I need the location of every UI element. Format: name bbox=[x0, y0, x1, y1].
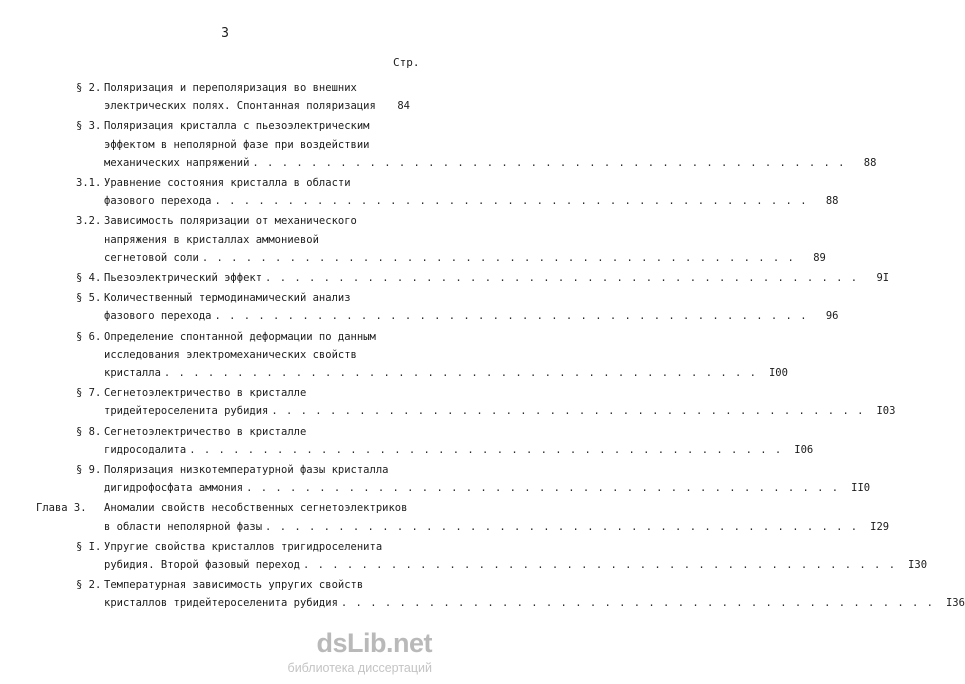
toc-entry-page: 96 bbox=[825, 310, 839, 323]
toc-entry-page: I00 bbox=[768, 367, 788, 380]
toc-entry-title-line: Зависимость поляризации от механического bbox=[104, 215, 357, 228]
toc-entry-page: I06 bbox=[794, 443, 814, 456]
leader-dots: . . . . . . . . . . . . . . . . . . . . . . . . . . . . . . . . . . . . . . . . . bbox=[189, 443, 783, 456]
toc-entry bbox=[0, 117, 877, 172]
toc-entry bbox=[0, 384, 896, 420]
toc-entry-title-line: дигидрофосфата аммония bbox=[104, 482, 244, 495]
leader-dots: . . . . . . . . . . . . . . . . . . . . . . . . . . . . . . . . . . . . . . . . . bbox=[271, 405, 865, 418]
toc-entry-title-line: Упругие свойства кристаллов тригидроселенита bbox=[104, 540, 383, 553]
leader-dots: . . . . . . . . . . . . . . . . . . . . . . . . . . . . . . . . . . . . . . . . . bbox=[201, 251, 795, 264]
toc-entry-title-line: в области неполярной фазы bbox=[104, 520, 263, 533]
toc-entry bbox=[0, 269, 890, 287]
toc-entry-title-line: исследования электромеханических свойств bbox=[104, 348, 357, 361]
toc-entry bbox=[0, 423, 814, 459]
toc-entry-number: § 2. bbox=[76, 579, 102, 592]
toc-entry-title-line: фазового перехода bbox=[104, 195, 212, 208]
toc-entry bbox=[0, 79, 450, 115]
toc-entry-number: § 3. bbox=[76, 120, 102, 133]
toc-entry-title-line: Сегнетоэлектричество в кристалле bbox=[104, 387, 307, 400]
toc-entry-title-line: сегнетовой соли bbox=[104, 251, 199, 264]
toc-entry-title-line: Количественный термодинамический анализ bbox=[104, 292, 351, 305]
toc-entry-page: II0 bbox=[851, 482, 871, 495]
toc-entry-title-line: Уравнение состояния кристалла в области bbox=[104, 177, 351, 190]
toc-entry-title-line: Поляризация низкотемпературной фазы кристалла bbox=[104, 464, 389, 477]
leader-dots: . . . . . . . . . . . . . . . . . . . . . . . . . . . . . . . . . . . . . . . . . bbox=[246, 482, 840, 495]
leader-dots: . . . . . . . . . . . . . . . . . . . . . . . . . . . . . . . . . . . . . . . . . bbox=[214, 195, 808, 208]
toc-entry-number: § 2. bbox=[76, 82, 102, 94]
column-header-pages: Стр. bbox=[393, 56, 420, 69]
toc-entry-title-line: гидросодалита bbox=[104, 443, 187, 456]
watermark-subtitle: библиотека диссертаций bbox=[287, 661, 432, 675]
toc-entry-page: I30 bbox=[908, 559, 928, 572]
toc-entry bbox=[0, 538, 928, 574]
toc-entry-number: Глава 3. bbox=[36, 502, 87, 515]
toc-entry-number: § 9. bbox=[76, 464, 102, 477]
toc-entry-title-line: механических напряжений bbox=[104, 156, 250, 169]
toc-entry bbox=[0, 289, 839, 325]
toc-entry-number: § 4. bbox=[76, 272, 102, 285]
toc-entry-title-line: тридейтероселенита рубидия bbox=[104, 405, 269, 418]
toc-entry-page: 89 bbox=[813, 251, 826, 264]
leader-dots: . . . . . . . . . . . . . . . . . . . . . . . . . . . . . . . . . . . . . . . . . bbox=[265, 520, 859, 533]
toc-entry-page: 88 bbox=[863, 156, 877, 169]
toc-entry-number: 3.1. bbox=[76, 177, 102, 190]
toc-entry-title-line: Поляризация и переполяризация во внешних bbox=[104, 82, 357, 94]
toc-entry-number: § 5. bbox=[76, 292, 102, 305]
leader-dots: . . . . . . . . . . . . . . . . . . . . . . . . . . . . . . . . . . . . . . . . . bbox=[265, 272, 859, 285]
page-number: 3 bbox=[221, 26, 229, 41]
toc-entry-title-line: Определение спонтанной деформации по данным bbox=[104, 330, 376, 343]
toc-entry-page: 88 bbox=[825, 195, 839, 208]
watermark bbox=[242, 628, 432, 678]
toc-entry bbox=[0, 461, 871, 497]
leader-dots: . . . . . . . . . . . . . . . . . . . . . . . . . . . . . . . . . . . . . . . . . bbox=[302, 559, 897, 572]
toc-entry-page: 9I bbox=[876, 272, 890, 285]
toc-entry-number: § I. bbox=[76, 540, 102, 553]
toc-entry-page: I03 bbox=[876, 405, 896, 418]
toc-entry-title-line: электрических полях. Спонтанная поляризация bbox=[104, 100, 376, 113]
toc-entry-title-line: напряжения в кристаллах аммониевой bbox=[104, 233, 319, 246]
toc-entry-number: § 7. bbox=[76, 387, 102, 400]
leader-dots: . . . . . . . . . . . . . . . . . . . . . . . . . . . . . . . . . . . . . . . . . bbox=[340, 597, 934, 610]
toc-entry-title-line: эффектом в неполярной фазе при воздействии bbox=[104, 138, 370, 151]
toc-entry bbox=[0, 174, 839, 210]
toc-entry-number: § 8. bbox=[76, 425, 102, 438]
table-of-contents bbox=[0, 79, 965, 615]
leader-dots: . . . . . . . . . . . . . . . . . . . . . . . . . . . . . . . . . . . . . . . . . bbox=[163, 367, 757, 380]
toc-entry-number: § 6. bbox=[76, 330, 102, 343]
toc-entry-page: I29 bbox=[870, 520, 890, 533]
toc-entry-title-line: Поляризация кристалла с пьезоэлектрическим bbox=[104, 120, 370, 133]
watermark-logo: dsLib.net bbox=[316, 628, 432, 658]
toc-entry-title-line: Сегнетоэлектричество в кристалле bbox=[104, 425, 307, 438]
toc-entry-title-line: Аномалии свойств несобственных сегнетоэлектриков bbox=[104, 502, 408, 515]
toc-entry-title-line: Температурная зависимость упругих свойств bbox=[104, 579, 364, 592]
toc-entry bbox=[0, 499, 890, 535]
toc-entry-title-line: кристалла bbox=[104, 367, 161, 380]
leader-dots: . . . . . . . . . . . . . . . . . . . . . . . . . . . . . . . . . . . . . . . . . bbox=[252, 156, 846, 169]
toc-entry-page: 84 bbox=[397, 100, 410, 113]
leader-dots: . . . . . . . . . . . . . . . . . . . . . . . . . . . . . . . . . . . . . . . . . bbox=[214, 310, 808, 323]
toc-entry-page: I36 bbox=[945, 597, 965, 610]
toc-entry-number: 3.2. bbox=[76, 215, 102, 228]
toc-entry-title-line: рубидия. Второй фазовый переход bbox=[104, 559, 300, 572]
toc-entry-title-line: Пьезоэлектрический эффект bbox=[104, 272, 263, 285]
toc-entry-title-line: фазового перехода bbox=[104, 310, 212, 323]
toc-entry-title-line: кристаллов тридейтероселенита рубидия bbox=[104, 597, 338, 610]
toc-entry bbox=[0, 328, 788, 383]
toc-entry bbox=[0, 212, 826, 267]
toc-entry bbox=[0, 576, 965, 612]
